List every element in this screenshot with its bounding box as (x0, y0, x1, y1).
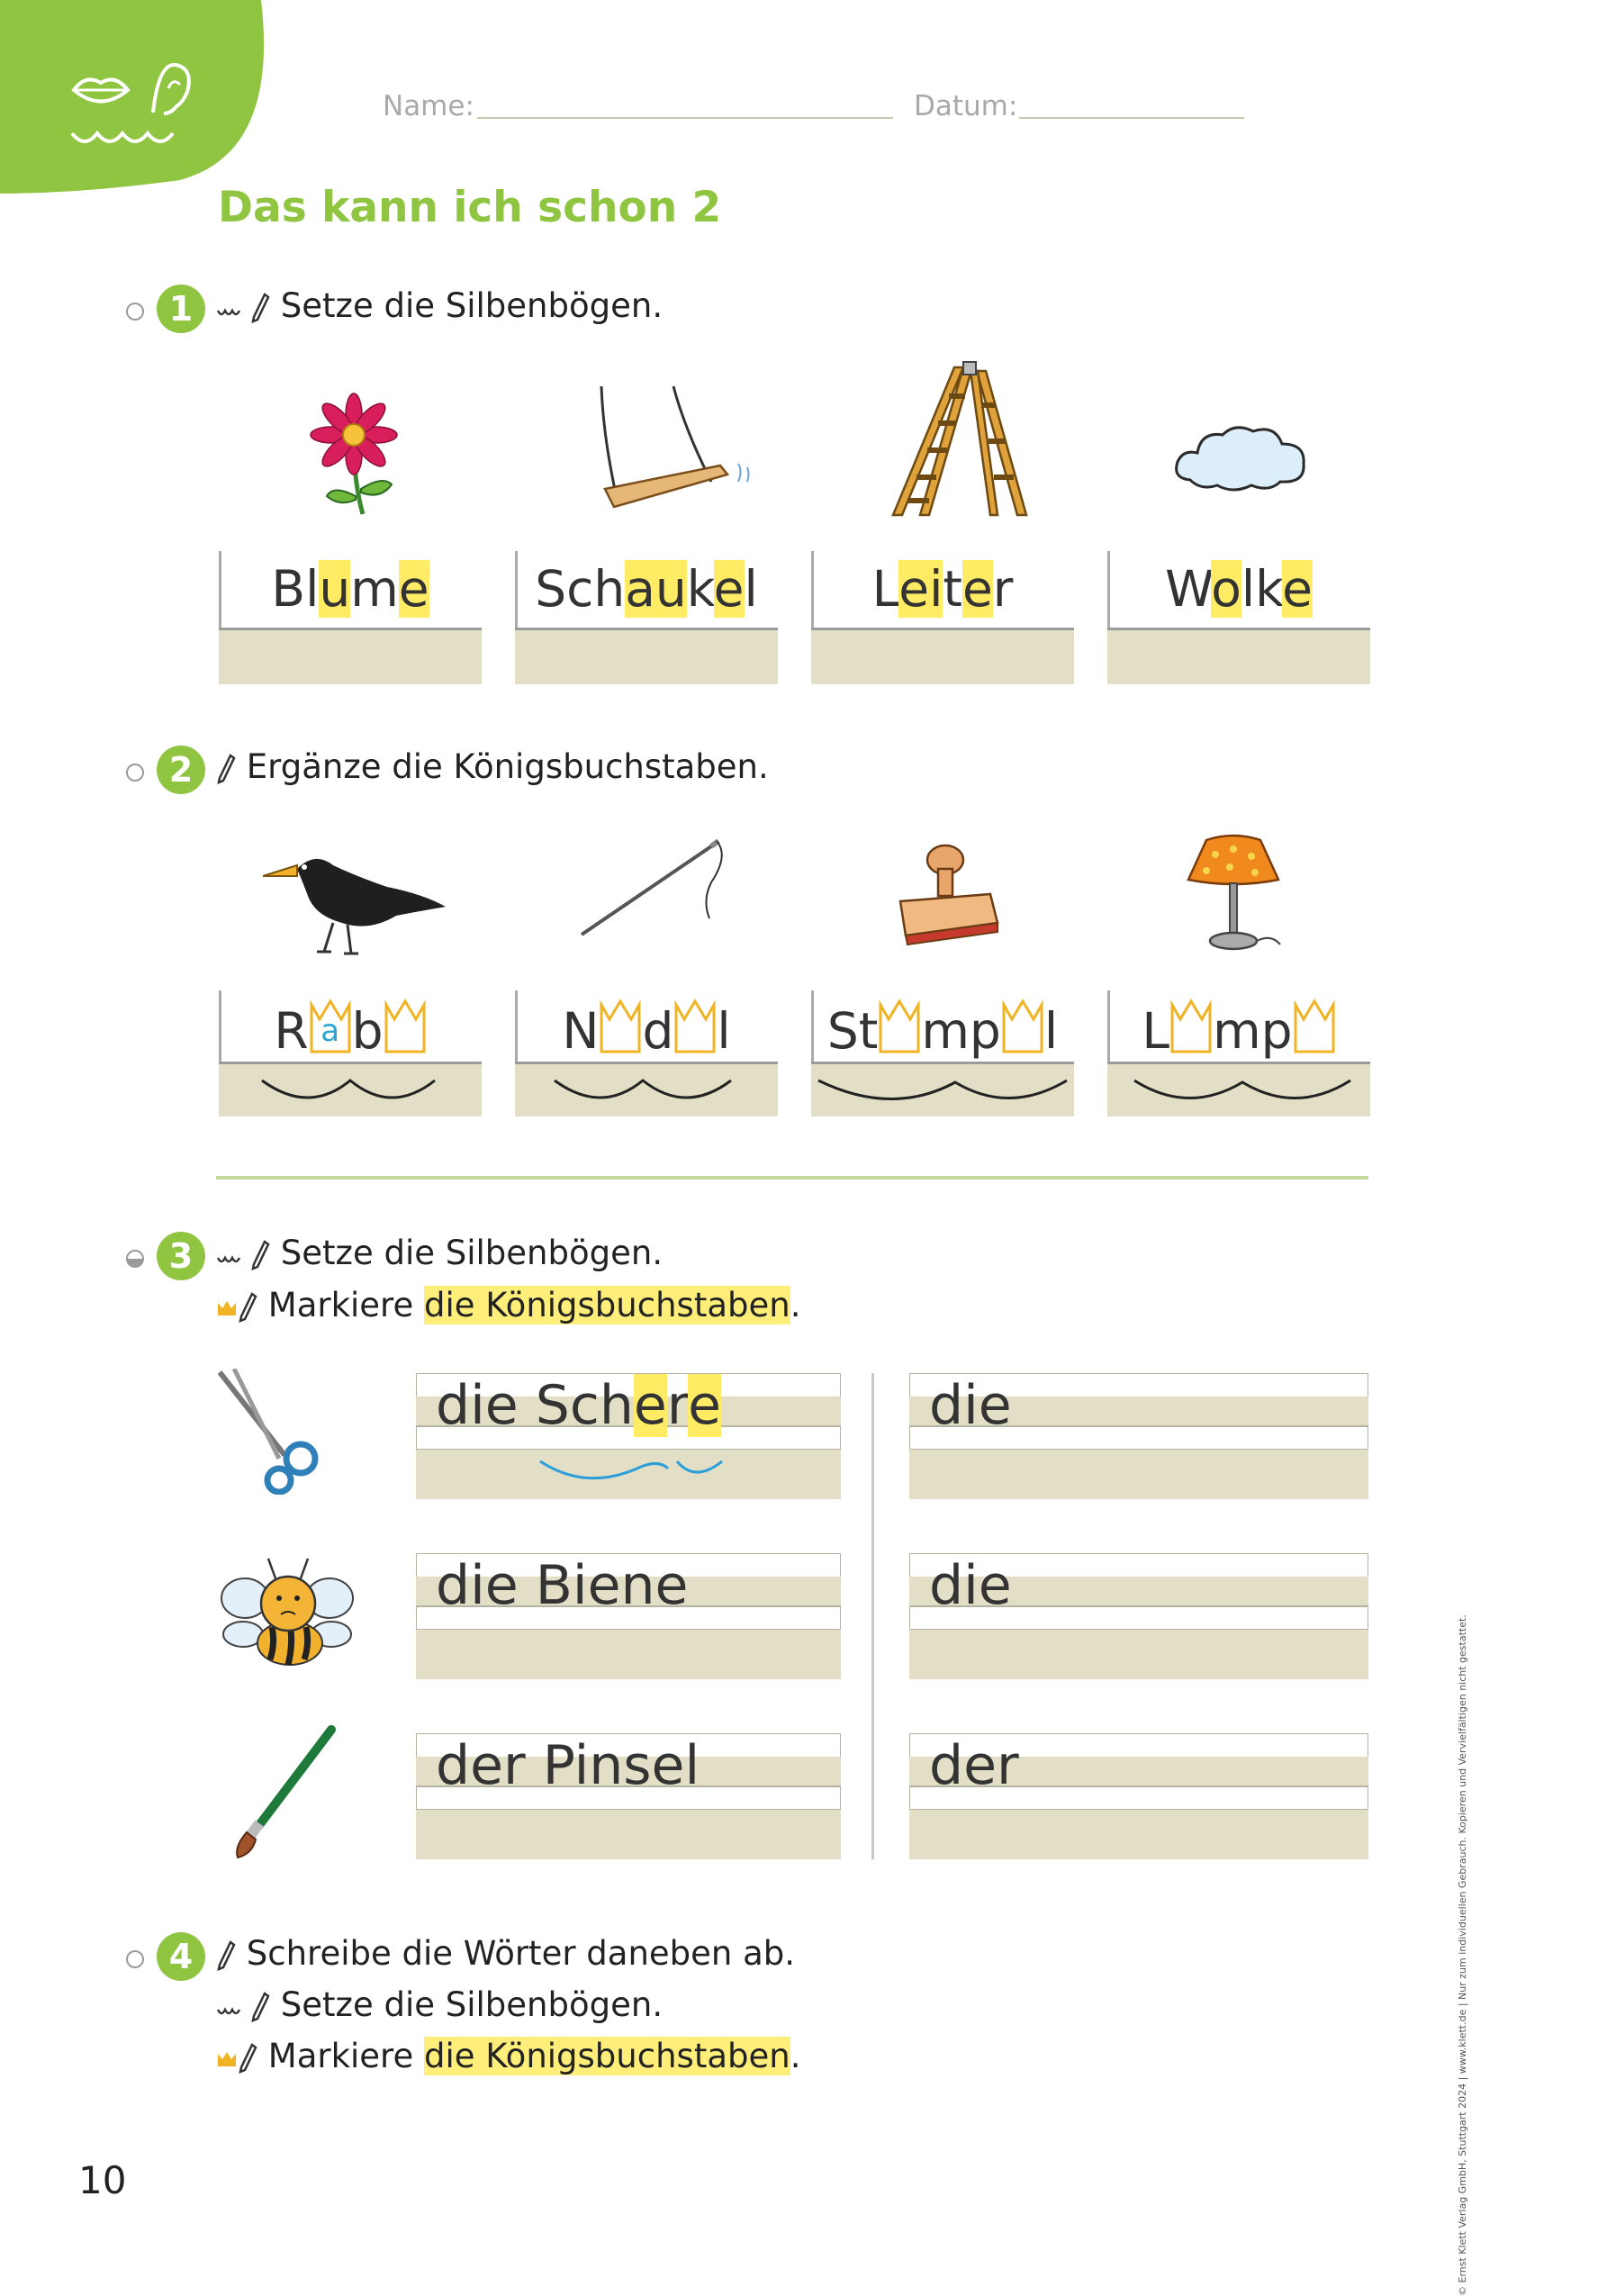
task4-instruction-row-1 (216, 1934, 795, 1973)
task2-progress-circle[interactable] (126, 764, 144, 782)
column-divider (871, 1373, 874, 1859)
crown-slot[interactable] (674, 1001, 716, 1053)
task2-word-2: N d l (562, 1002, 731, 1060)
task3-word-3: der Pinsel (436, 1734, 700, 1797)
syllable-arc-icon (216, 294, 250, 321)
task2-instruction-row (216, 747, 769, 786)
crown-icon (216, 2048, 238, 2068)
name-label: Name: (383, 90, 474, 122)
task3-progress-circle[interactable] (126, 1250, 144, 1268)
lamp-image (1179, 833, 1287, 959)
task4-instruction-row-3 (216, 2037, 800, 2075)
task3-writing-line-1[interactable] (416, 1373, 841, 1499)
raven-image (261, 842, 450, 959)
crown-slot[interactable] (1294, 1001, 1335, 1053)
task1-instruction-row (216, 286, 663, 325)
task3-word-2: die Biene (436, 1554, 689, 1617)
task2-card-3[interactable] (811, 990, 1074, 1116)
task4-number: 4 (157, 1932, 205, 1981)
task1-word-4: Wolke (1165, 560, 1313, 618)
task3-writing-line-2[interactable] (416, 1553, 841, 1679)
pencil-icon (250, 1240, 270, 1270)
crown-icon (216, 1297, 238, 1317)
task2-number: 2 (157, 746, 205, 794)
syllable-arcs (811, 1070, 1074, 1122)
task1-card-2[interactable] (515, 551, 778, 684)
task3-writing-line-3[interactable] (416, 1733, 841, 1859)
task4-progress-circle[interactable] (126, 1950, 144, 1968)
task4-instruction-1: Schreibe die Wörter daneben ab. (246, 1934, 796, 1973)
needle-image (576, 828, 738, 963)
swing-image (594, 383, 765, 518)
pencil-icon (238, 2043, 257, 2074)
date-label: Datum: (914, 90, 1018, 122)
paintbrush-image (216, 1724, 342, 1859)
task2-card-2[interactable] (515, 990, 778, 1116)
task1-word-1: Blume (271, 560, 429, 618)
pencil-icon (250, 1992, 270, 2022)
task3-copy-article-2: die (929, 1554, 1012, 1617)
crown-slot[interactable] (1002, 1001, 1043, 1053)
task2-word-1: R a b (219, 990, 482, 1062)
task1-card-4[interactable] (1107, 551, 1370, 684)
task1-number: 1 (157, 285, 205, 333)
pencil-icon (238, 1292, 257, 1323)
scissors-image (216, 1369, 338, 1495)
task2-word-3: St mp l (826, 1002, 1059, 1060)
page-title: Das kann ich schon 2 (218, 183, 722, 232)
crown-slot[interactable] (1170, 1001, 1212, 1053)
task3-instruction-2-highlight: die Königsbuchstaben (423, 1286, 790, 1324)
task2-word-4: L mp (1107, 990, 1370, 1062)
page-number: 10 (78, 2158, 127, 2202)
task3-copy-article-3: der (929, 1734, 1019, 1797)
task4-instruction-2: Setze die Silbenbögen. (280, 1985, 664, 2024)
task1-word-3: Leiter (871, 560, 1014, 618)
task2-instruction: Ergänze die Königsbuchstaben. (246, 747, 769, 786)
task4-instruction-3-period: . (790, 2037, 801, 2075)
name-field[interactable] (477, 117, 893, 119)
flower-image (302, 390, 410, 516)
syllable-arcs (219, 1070, 482, 1122)
task1-word-2: Schaukel (535, 560, 758, 618)
cloud-image (1170, 419, 1314, 495)
speak-listen-corner-icon (0, 0, 270, 194)
copyright-text: © Ernst Klett Verlag GmbH, Stuttgart 2024 | www.klett.de | Nur zum individuellen Gebrauch. Kopieren und Vervielfältigen nicht gestattet. (1457, 1614, 1468, 2296)
task2-card-4[interactable] (1107, 990, 1370, 1116)
crown-slot[interactable] (879, 1001, 920, 1053)
stamp-image (891, 842, 1008, 950)
task3-instruction-row-2 (216, 1286, 800, 1324)
task4-instruction-3-text: Markiere (267, 2037, 424, 2075)
task3-instruction-2-text: Markiere (267, 1286, 424, 1324)
syllable-arcs (515, 1070, 778, 1122)
syllable-arc-icon (216, 1242, 250, 1269)
date-field[interactable] (1019, 117, 1244, 119)
pencil-icon (216, 1940, 236, 1971)
crown-slot[interactable]: a (310, 1001, 351, 1053)
crown-slot[interactable] (384, 1001, 426, 1053)
task3-instruction-row-1 (216, 1234, 663, 1272)
task3-copy-line-3[interactable] (909, 1733, 1368, 1859)
task4-instruction-3-highlight: die Königsbuchstaben (423, 2037, 790, 2075)
pencil-icon (250, 293, 270, 323)
task4-instruction-row-2 (216, 1985, 663, 2024)
task3-copy-article-1: die (929, 1374, 1012, 1437)
task1-card-3[interactable] (811, 551, 1074, 684)
syllable-arcs (1107, 1070, 1370, 1122)
task3-number: 3 (157, 1232, 205, 1280)
task3-word-1: die Schere (436, 1374, 722, 1437)
section-divider (216, 1176, 1368, 1180)
task3-copy-line-2[interactable] (909, 1553, 1368, 1679)
syllable-arc-icon (216, 1993, 250, 2020)
ladder-image (855, 360, 1035, 522)
pencil-icon (216, 754, 236, 784)
syllable-arcs-example (533, 1456, 740, 1492)
task3-copy-line-1[interactable] (909, 1373, 1368, 1499)
task1-progress-circle[interactable] (126, 303, 144, 321)
task3-instruction-2-period: . (790, 1286, 801, 1324)
task3-instruction-1: Setze die Silbenbögen. (280, 1234, 664, 1272)
task1-instruction: Setze die Silbenbögen. (280, 286, 664, 325)
task2-card-1[interactable] (219, 990, 482, 1116)
task1-card-1[interactable] (219, 551, 482, 684)
bee-image (216, 1553, 360, 1670)
crown-slot[interactable] (600, 1001, 641, 1053)
copyright-note (1457, 1486, 1467, 2296)
